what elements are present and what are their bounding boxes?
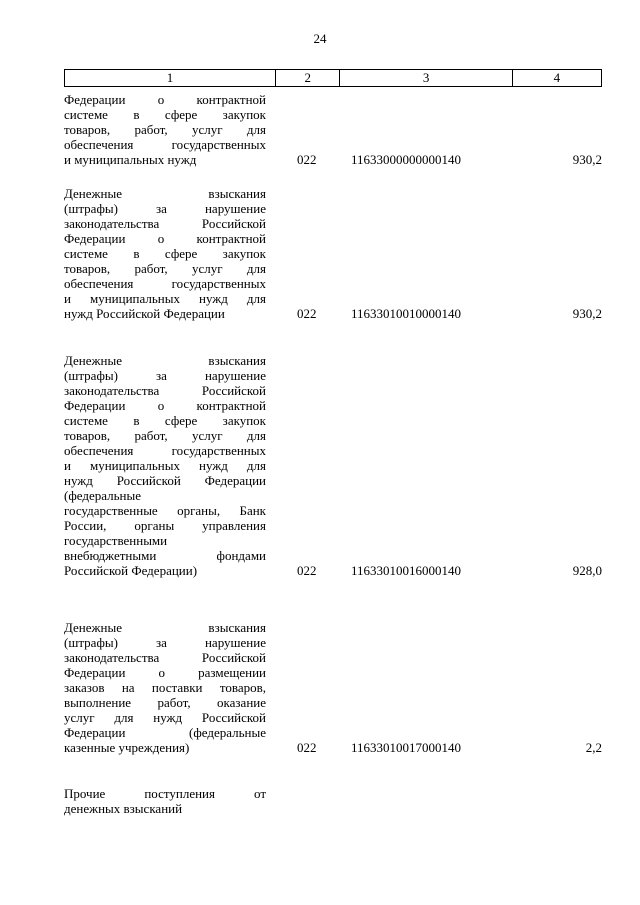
description-line: нужд Российской Федерации	[64, 306, 225, 321]
description-line: государственными	[64, 533, 168, 548]
table-row	[64, 92, 602, 167]
description-line: системе в сфере закупок	[64, 413, 266, 428]
description-line: законодательства Российской	[64, 383, 266, 398]
description-line: законодательства Российской	[64, 216, 266, 231]
row-amount: 930,2	[572, 306, 602, 321]
row-amount: 928,0	[572, 563, 602, 578]
description-line: выполнение работ, оказание	[64, 695, 266, 710]
description-line: Федерации (федеральные	[64, 725, 266, 740]
description-line: (штрафы) за нарушение	[64, 368, 266, 383]
row-description	[64, 186, 266, 321]
description-line: Денежные взыскания	[64, 620, 266, 635]
description-line: услуг для нужд Российской	[64, 710, 266, 725]
table-row	[64, 353, 602, 578]
header-col-2: 2	[276, 70, 340, 86]
table-header	[64, 69, 602, 87]
page-number: 24	[313, 31, 327, 46]
description-line: системе в сфере закупок	[64, 107, 266, 122]
row-kbk: 11633000000000140	[351, 152, 462, 167]
description-line: обеспечения государственных	[64, 137, 266, 152]
header-col-4: 4	[553, 70, 561, 85]
description-line: Федерации о размещении	[64, 665, 266, 680]
description-line: системе в сфере закупок	[64, 246, 266, 261]
description-line: Денежные взыскания	[64, 186, 266, 201]
row-amount: 2,2	[585, 740, 602, 755]
description-line: внебюджетными фондами	[64, 548, 266, 563]
description-line: товаров, работ, услуг для	[64, 428, 266, 443]
description-line: Федерации о контрактной	[64, 231, 266, 246]
description-line: товаров, работ, услуг для	[64, 261, 266, 276]
row-kbk: 11633010016000140	[351, 563, 462, 578]
table-row	[64, 786, 602, 816]
description-line: и муниципальных нужд для	[64, 291, 266, 306]
table-row	[64, 620, 602, 755]
description-line: казенные учреждения)	[64, 740, 190, 755]
header-col-3: 3	[340, 70, 512, 86]
row-amount: 930,2	[572, 152, 602, 167]
description-line: (штрафы) за нарушение	[64, 201, 266, 216]
description-line: государственные органы, Банк	[64, 503, 266, 518]
row-kbk: 11633010010000140	[351, 306, 462, 321]
row-code: 022	[297, 740, 317, 755]
description-line: нужд Российской Федерации	[64, 473, 266, 488]
description-line: денежных взысканий	[64, 801, 183, 816]
description-line: обеспечения государственных	[64, 276, 266, 291]
description-line: Федерации о контрактной	[64, 398, 266, 413]
description-line: законодательства Российской	[64, 650, 266, 665]
description-line: и муниципальных нужд	[64, 152, 197, 167]
description-line: товаров, работ, услуг для	[64, 122, 266, 137]
header-col-1: 1	[65, 70, 276, 86]
row-description	[64, 786, 266, 816]
description-line: (штрафы) за нарушение	[64, 635, 266, 650]
row-code: 022	[297, 152, 317, 167]
row-description	[64, 353, 266, 578]
row-description	[64, 92, 266, 167]
row-description	[64, 620, 266, 755]
row-kbk: 11633010017000140	[351, 740, 462, 755]
description-line: России, органы управления	[64, 518, 266, 533]
description-line: заказов на поставки товаров,	[64, 680, 266, 695]
description-line: Денежные взыскания	[64, 353, 266, 368]
description-line: Российской Федерации)	[64, 563, 198, 578]
description-line: обеспечения государственных	[64, 443, 266, 458]
row-code: 022	[297, 563, 317, 578]
description-line: (федеральные	[64, 488, 141, 503]
description-line: и муниципальных нужд для	[64, 458, 266, 473]
row-code: 022	[297, 306, 317, 321]
description-line: Прочие поступления от	[64, 786, 266, 801]
table-row	[64, 186, 602, 321]
description-line: Федерации о контрактной	[64, 92, 266, 107]
